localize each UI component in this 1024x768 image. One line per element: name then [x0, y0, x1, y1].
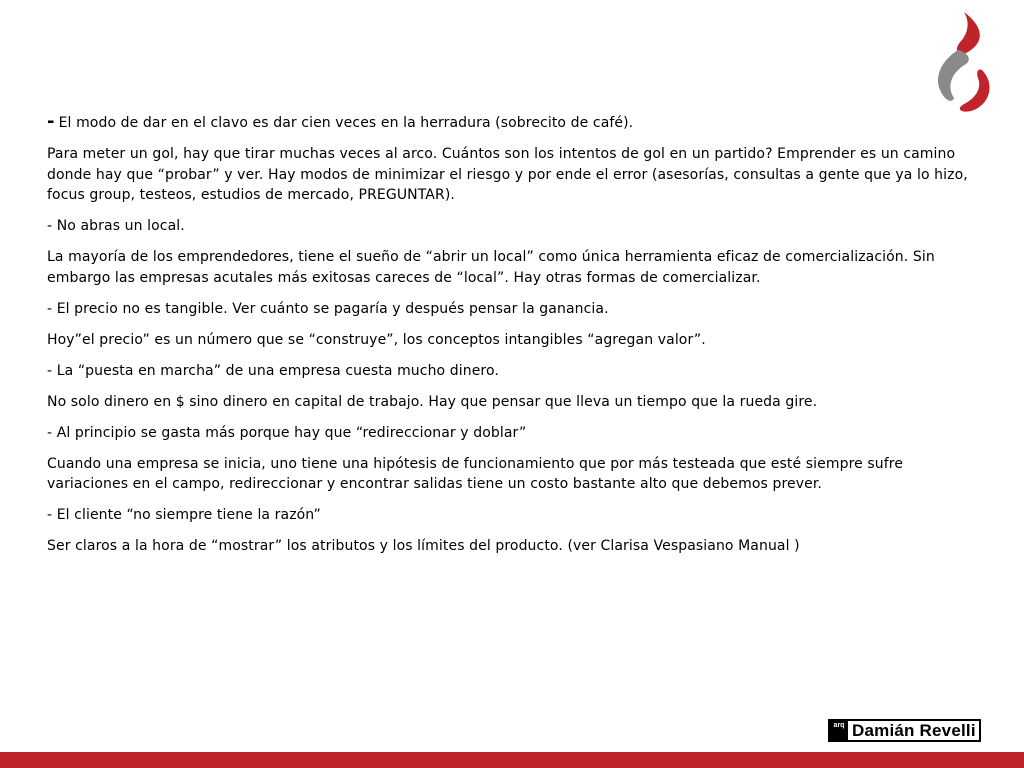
paragraph: - El precio no es tangible. Ver cuánto se pagaría y después pensar la ganancia.: [47, 300, 609, 317]
paragraph: Para meter un gol, hay que tirar muchas veces al arco. Cuántos son los intentos de gol en un partido? Emprender es un camino donde hay que “probar” y ver. Hay modos de minimizar el riesgo y por ende el error (asesorías, consultas a gente que ya lo hizo, focus group, testeos, estudios de mercado, PREGUNTAR).: [47, 146, 968, 203]
flame-middle-stroke: [938, 50, 969, 101]
paragraph: [47, 112, 977, 134]
bullet-dash: -: [47, 111, 55, 132]
paragraph-text: El modo de dar en el clavo es dar cien veces en la herradura (sobrecito de café).: [58, 115, 634, 131]
paragraph: - La “puesta en marcha” de una empresa cuesta mucho dinero.: [47, 362, 499, 379]
paragraph: Cuando una empresa se inicia, uno tiene una hipótesis de funcionamiento que por más testeada que esté siempre sufre variaciones en el campo, redireccionar y encontrar salidas tiene un costo bastante alto que debemos prever.: [47, 455, 904, 492]
brand-badge: arq: [830, 721, 848, 740]
paragraph: Hoy”el precio” es un número que se “construye”, los conceptos intangibles “agregan valor”.: [47, 331, 706, 348]
paragraph: La mayoría de los emprendedores, tiene el sueño de “abrir un local” como única herramienta eficaz de comercialización. Sin embargo las empresas acutales más exitosas careces de “local”. Hay otras formas de comercializar.: [47, 249, 935, 286]
paragraph: No solo dinero en $ sino dinero en capital de trabajo. Hay que pensar que lleva un tiempo que la rueda gire.: [47, 393, 818, 410]
paragraph: Ser claros a la hora de “mostrar” los atributos y los límites del producto. (ver Clarisa Vespasiano Manual ): [47, 538, 800, 554]
flame-icon: [928, 10, 998, 116]
footer-bar: [0, 752, 1024, 768]
brand-name: Damián Revelli: [848, 721, 979, 740]
flame-bottom-stroke: [960, 69, 990, 111]
paragraph: - El cliente “no siempre tiene la razón”: [47, 507, 321, 523]
slide-body: [47, 112, 977, 567]
paragraph: - No abras un local.: [47, 218, 185, 234]
brand-logo: [828, 719, 981, 742]
flame-top-stroke: [957, 12, 980, 54]
paragraph: - Al principio se gasta más porque hay que “redireccionar y doblar”: [47, 424, 527, 441]
